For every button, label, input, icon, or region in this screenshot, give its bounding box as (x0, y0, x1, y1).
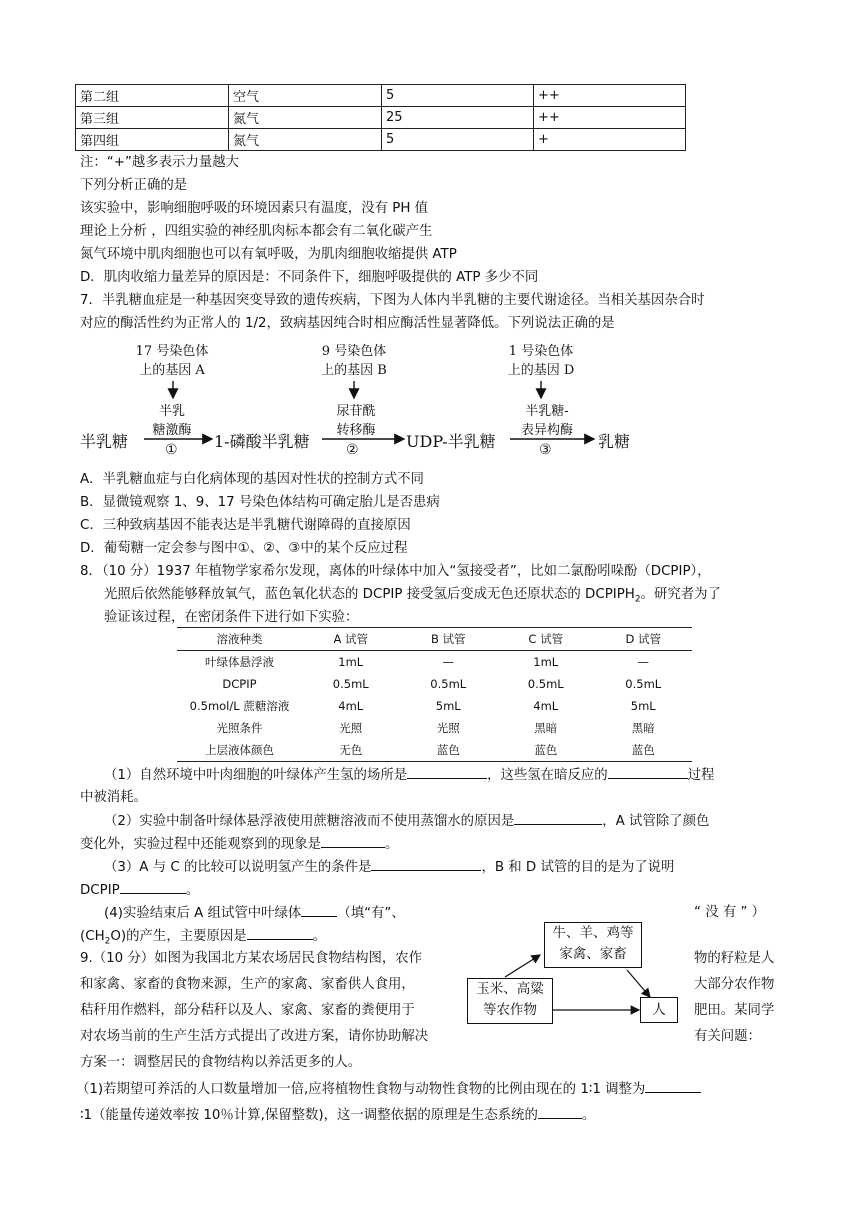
question-7-stem-cont: 对应的酶活性约为正常人的 1/2，致病基因纯合时相应酶活性显著降低。下列说法正确的是 (80, 316, 615, 331)
column-header: C 试管 (497, 628, 595, 651)
table-cell: 0.5mL (625, 677, 662, 691)
table-cell: 光照条件 (216, 721, 263, 735)
table-cell: 第四组 (76, 129, 229, 151)
table-cell: ++ (534, 85, 686, 107)
table-cell: 空气 (229, 85, 382, 107)
question-8-part-3-cont: DCPIP 。 (80, 879, 199, 902)
answer-blank[interactable] (538, 1104, 582, 1119)
table-cell: DCPIP (222, 677, 257, 691)
question-9-line-3: 秸秆用作燃料，部分秸秆以及人、家禽、家畜的粪便用于 (80, 1003, 415, 1018)
question-9-line-4: 对农场当前的生产生活方式提出了改进方案，请你协助解决 (80, 1029, 429, 1044)
step-3-marker: ③ (539, 442, 552, 458)
question-9-stem-right: 物的籽粒是人 (694, 951, 775, 966)
substrate-galactose: 半乳糖 (80, 432, 129, 451)
substrate-galactose-1-phosphate: 1-磷酸半乳糖 (214, 432, 310, 451)
human-box: 人 (640, 997, 678, 1023)
table-cell: 0.5mL (332, 677, 369, 691)
table-cell: 光照 (339, 721, 363, 735)
table-cell: ++ (534, 107, 686, 129)
question-9-part-1-cont: ∶1（能量传递效率按 10％计算,保留整数)，这一调整依据的原理是生态系统的 。 (80, 1104, 595, 1127)
table-cell: 黑暗 (534, 721, 558, 735)
table-cell: 叶绿体悬浮液 (205, 655, 274, 669)
table-cell: 5mL (630, 699, 656, 713)
table-cell: 0.5mL (430, 677, 467, 691)
question-9-part-1: （1)若期望可养活的人口数量增加一倍,应将植物性食物与动物性食物的比例由现在的 1∶1 调整为 (76, 1078, 701, 1101)
question-8-stem-cont2: 验证该过程，在密闭条件下进行如下实验： (104, 610, 359, 625)
table-cell: 25 (382, 107, 534, 129)
step-1-marker: ① (165, 442, 178, 458)
question-8-part-4-tail: “ 没 有 ” ） (694, 905, 766, 920)
table-cell: 光照 (436, 721, 460, 735)
option-c: 氮气环境中肌肉细胞也可以有氧呼吸，为肌肉细胞收缩提供 ATP (80, 247, 457, 262)
question-9-plan-1: 方案一：调整居民的食物结构以养活更多的人。 (80, 1055, 362, 1070)
option-a: 该实验中，影响细胞呼吸的环境因素只有温度，没有 PH 值 (80, 201, 429, 216)
table-cell: — (637, 655, 649, 669)
crops-box: 玉米、高粱 等农作物 (467, 978, 553, 1024)
table-cell: 0.5mL (527, 677, 564, 691)
table-cell: 1mL (338, 655, 364, 669)
gene-d-label: 1 号染色体 上的基因 D (507, 344, 575, 378)
option-b: 理论上分析 ，四组实验的神经肌肉标本都会有二氧化碳产生 (80, 224, 433, 239)
option-b: B．显微镜观察 1、9、17 号染色体结构可确定胎儿是否患病 (80, 495, 440, 510)
question-stem: 下列分析正确的是 (80, 178, 188, 193)
table-cell: 4mL (338, 699, 364, 713)
table-cell: + (534, 129, 686, 151)
table-cell: 蓝色 (497, 739, 595, 762)
question-9-line-2: 和家禽、家畜的食物来源，生产的家禽、家畜供人食用， (80, 977, 415, 992)
table-cell: 5mL (435, 699, 461, 713)
question-9-line-4-right: 有关问题： (694, 1029, 761, 1044)
question-7-stem: 7．半乳糖血症是一种基因突变导致的遗传疾病，下图为人体内半乳糖的主要代谢途径。当相关基因杂合时 (80, 293, 705, 308)
step-2-marker: ② (346, 442, 359, 458)
table-cell: 黑暗 (631, 721, 655, 735)
column-header: 溶液种类 (177, 628, 302, 651)
enzyme-2-label: 尿苷酰 转移酶 (336, 404, 376, 438)
table-cell: 第三组 (76, 107, 229, 129)
question-8-part-4-cont: $(CH_2O)$的产生，主要原因是 。 (80, 925, 326, 953)
enzyme-1-label: 半乳 糖激酶 (152, 404, 192, 438)
question-9-line-3-right: 肥田。某同学 (694, 1003, 775, 1018)
table-cell: 4mL (533, 699, 559, 713)
table-cell: 氮气 (229, 107, 382, 129)
gene-b-label: 9 号染色体 上的基因 B (321, 344, 387, 378)
question-8-part-1-cont: 中被消耗。 (80, 790, 147, 805)
question-8-part-2-cont: 变化外，实验过程中还能观察到的现象是 。 (80, 833, 398, 856)
table-note: 注：“+”越多表示力量越大 (80, 155, 239, 170)
table-cell: 蓝色 (400, 739, 498, 762)
question-8-stem-cont: 光照后依然能够释放氧气，蓝色氧化状态的 DCPIP 接受氢后变成无色还原状态的 $DCPIPH_2$。研究者为了 (104, 587, 721, 605)
substrate-lactose: 乳糖 (598, 432, 631, 451)
column-header: A 试管 (302, 628, 400, 651)
option-d: D．葡萄糖一定会参与图中①、②、③中的某个反应过程 (80, 541, 408, 556)
table-cell: 0.5mol/L 蔗糖溶液 (189, 699, 290, 713)
enzyme-3-label: 半乳糖- 表异构酶 (520, 404, 573, 438)
table-cell: 无色 (302, 739, 400, 762)
table-cell: 1mL (533, 655, 559, 669)
question-9-line-2-right: 大部分农作物 (694, 977, 775, 992)
table-cell: 5 (382, 85, 534, 107)
question-8-part-1: （1）自然环境中叶肉细胞的叶绿体产生氢的场所是 ，这些氢在暗反应的 过程 (104, 764, 714, 787)
question-8-part-2: （2）实验中制备叶绿体悬浮液使用蔗糖溶液而不使用蒸馏水的原因是 ，A 试管除了颜色 (104, 810, 709, 833)
table-cell: 上层液体颜色 (177, 739, 302, 762)
option-d: D．肌肉收缩力量差异的原因是：不同条件下，细胞呼吸提供的 ATP 多少不同 (80, 270, 539, 285)
question-8-part-3: （3）A 与 C 的比较可以说明氢产生的条件是 ，B 和 D 试管的目的是为了说明 (104, 856, 674, 879)
question-9-stem: 9.（10 分）如图为我国北方某农场居民食物结构图，农作 (80, 951, 423, 966)
column-header: D 试管 (595, 628, 693, 651)
table-cell: 第二组 (76, 85, 229, 107)
table-cell: 蓝色 (595, 739, 693, 762)
gene-a-label: 17 号染色体 上的基因 A (135, 344, 209, 378)
option-a: A．半乳糖血症与白化病体现的基因对性状的控制方式不同 (80, 472, 424, 487)
livestock-box: 牛、羊、鸡等 家禽、家畜 (544, 922, 642, 968)
table-cell: 氮气 (229, 129, 382, 151)
column-header: B 试管 (400, 628, 498, 651)
substrate-udp-galactose: UDP-半乳糖 (406, 432, 496, 451)
question-8-stem: 8．（10 分）1937 年植物学家希尔发现，离体的叶绿体中加入“氢接受者”，比如二氯酚吲哚酚（DCPIP）， (80, 564, 711, 579)
question-8-part-4: (4)实验结束后 A 组试管中叶绿体 （填“有”、 (104, 902, 405, 925)
table-cell: — (442, 655, 454, 669)
table-cell: 5 (382, 129, 534, 151)
option-c: C．三种致病基因不能表达是半乳糖代谢障碍的直接原因 (80, 518, 411, 533)
answer-blank[interactable] (645, 1078, 701, 1093)
